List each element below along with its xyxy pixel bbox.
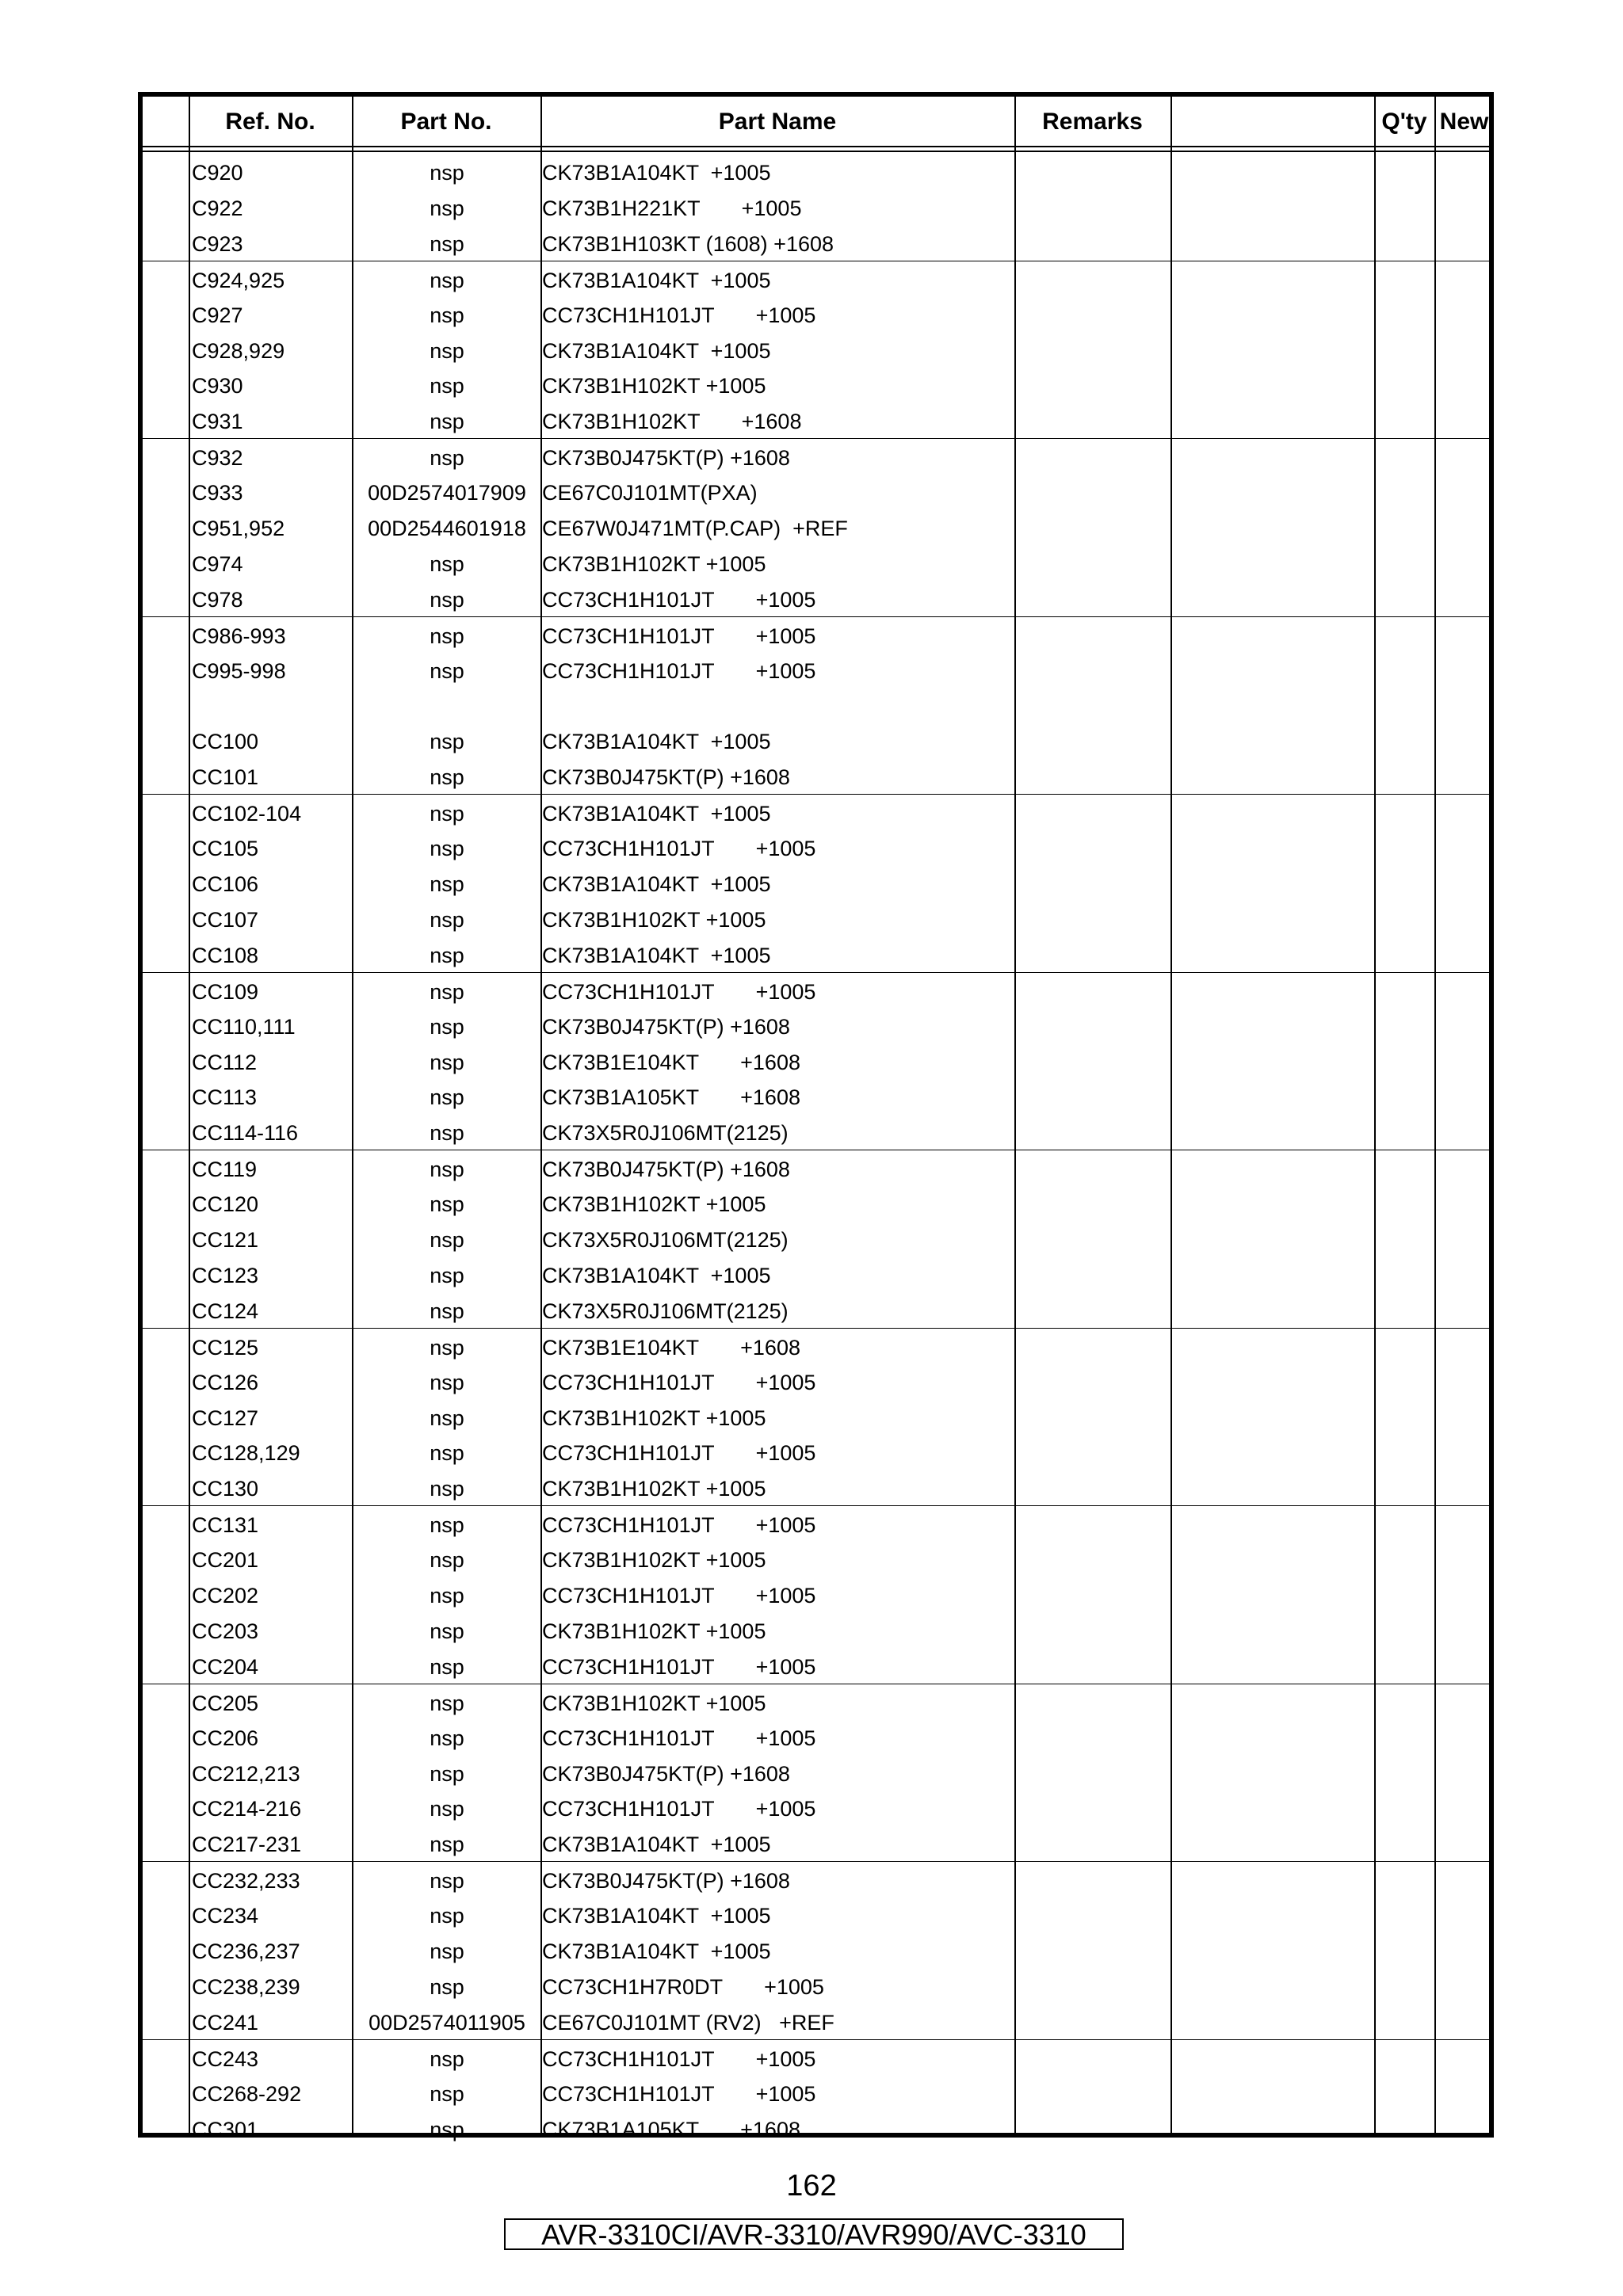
table-row bbox=[143, 1257, 1489, 1292]
ref-no-cell: CC121 bbox=[192, 1228, 259, 1252]
ref-no-cell: CC109 bbox=[192, 979, 259, 1004]
part-name-cell: CK73B1H102KT +1005 bbox=[542, 1192, 766, 1217]
table-row bbox=[143, 1541, 1489, 1577]
part-no-cell: nsp bbox=[430, 1761, 464, 1786]
table-row bbox=[143, 581, 1489, 616]
part-name-cell: CK73B1A104KT +1005 bbox=[542, 1939, 771, 1963]
parts-list-table bbox=[138, 92, 1494, 2142]
ref-no-cell: C974 bbox=[192, 551, 243, 576]
table-row bbox=[143, 1328, 1489, 1364]
part-name-cell: CC73CH1H101JT +1005 bbox=[542, 2046, 816, 2071]
part-name-cell: CK73B1H102KT +1005 bbox=[542, 907, 766, 932]
part-name-cell: CC73CH1H101JT +1005 bbox=[542, 1654, 816, 1679]
part-no-cell: nsp bbox=[430, 446, 464, 471]
table-row bbox=[143, 2111, 1489, 2146]
ref-no-cell: CC234 bbox=[192, 1904, 259, 1928]
part-no-cell: nsp bbox=[430, 1939, 464, 1963]
ref-no-cell: CC203 bbox=[192, 1619, 259, 1643]
table-row bbox=[143, 1043, 1489, 1079]
table-row bbox=[143, 936, 1489, 972]
header-rule bbox=[143, 151, 1489, 152]
table-row bbox=[143, 794, 1489, 830]
part-no-cell: nsp bbox=[430, 161, 464, 185]
part-no-cell: nsp bbox=[430, 1441, 464, 1466]
table-row bbox=[143, 1292, 1489, 1328]
table-row bbox=[143, 1363, 1489, 1399]
ref-no-cell: CC124 bbox=[192, 1299, 259, 1323]
ref-no-cell: CC268-292 bbox=[192, 2081, 302, 2106]
ref-no-cell: C928,929 bbox=[192, 338, 285, 363]
table-row bbox=[143, 1470, 1489, 1505]
table-row bbox=[143, 332, 1489, 368]
part-name-cell: CK73B1H102KT +1005 bbox=[542, 1691, 766, 1715]
table-row bbox=[143, 616, 1489, 653]
table-row bbox=[143, 1008, 1489, 1043]
table-row bbox=[143, 2004, 1489, 2039]
part-no-cell: nsp bbox=[430, 1869, 464, 1894]
part-name-cell: CK73B0J475KT(P) +1608 bbox=[542, 765, 790, 790]
ref-no-cell: CC106 bbox=[192, 872, 259, 896]
part-no-cell: nsp bbox=[430, 1654, 464, 1679]
part-name-cell: CK73X5R0J106MT(2125) bbox=[542, 1228, 789, 1252]
part-name-cell: CK73B1E104KT +1608 bbox=[542, 1335, 800, 1360]
part-no-cell: nsp bbox=[430, 1797, 464, 1821]
model-name-box: AVR-3310CI/AVR-3310/AVR990/AVC-3310 bbox=[504, 2218, 1124, 2250]
header-ref-no: Ref. No. bbox=[225, 109, 315, 135]
part-no-cell: nsp bbox=[430, 374, 464, 399]
part-no-cell: nsp bbox=[430, 730, 464, 754]
ref-no-cell: CC236,237 bbox=[192, 1939, 300, 1963]
table-row bbox=[143, 1505, 1489, 1542]
ref-no-cell: CC119 bbox=[192, 1158, 258, 1182]
part-name-cell: CK73B1H102KT +1005 bbox=[542, 551, 766, 576]
part-no-cell: nsp bbox=[430, 1974, 464, 1999]
table-row bbox=[143, 474, 1489, 509]
part-name-cell: CC73CH1H101JT +1005 bbox=[542, 1797, 816, 1821]
page-number: 162 bbox=[786, 2169, 837, 2203]
part-name-cell: CE67C0J101MT (RV2) +REF bbox=[542, 2010, 834, 2035]
ref-no-cell: C995-998 bbox=[192, 658, 286, 683]
part-name-cell: CC73CH1H101JT +1005 bbox=[542, 624, 816, 648]
part-name-cell: CE67W0J471MT(P.CAP) +REF bbox=[542, 517, 848, 540]
ref-no-cell: CC105 bbox=[192, 837, 259, 861]
table-row bbox=[143, 296, 1489, 332]
table-row bbox=[143, 1825, 1489, 1861]
ref-no-cell: CC131 bbox=[192, 1513, 259, 1538]
part-no-cell: nsp bbox=[430, 1904, 464, 1928]
part-no-cell: nsp bbox=[430, 196, 464, 220]
table-row bbox=[143, 1648, 1489, 1684]
part-name-cell: CC73CH1H101JT +1005 bbox=[542, 1726, 816, 1750]
table-row bbox=[143, 2075, 1489, 2111]
table-row bbox=[143, 261, 1489, 297]
part-name-cell: CK73B1H102KT +1005 bbox=[542, 374, 766, 399]
table-row bbox=[143, 1078, 1489, 1114]
table-row bbox=[143, 972, 1489, 1009]
part-no-cell: nsp bbox=[430, 943, 464, 967]
ref-no-cell: CC126 bbox=[192, 1370, 259, 1394]
table-row bbox=[143, 1399, 1489, 1435]
header-remarks: Remarks bbox=[1042, 109, 1143, 135]
part-name-cell: CK73B0J475KT(P) +1608 bbox=[542, 1761, 790, 1786]
part-name-cell: CC73CH1H101JT +1005 bbox=[542, 1441, 816, 1466]
part-no-cell: nsp bbox=[430, 1050, 464, 1074]
part-no-cell: nsp bbox=[430, 872, 464, 896]
part-no-cell: 00D2544601918 bbox=[368, 517, 526, 540]
ref-no-cell: CC204 bbox=[192, 1654, 259, 1679]
part-name-cell: CK73B1A104KT +1005 bbox=[542, 268, 771, 292]
ref-no-cell: CC120 bbox=[192, 1192, 259, 1217]
part-no-cell: nsp bbox=[430, 268, 464, 292]
ref-no-cell: CC102-104 bbox=[192, 802, 302, 826]
header-part-no: Part No. bbox=[400, 109, 492, 135]
ref-no-cell: CC243 bbox=[192, 2046, 259, 2071]
part-name-cell: CK73B0J475KT(P) +1608 bbox=[542, 1869, 790, 1894]
part-name-cell: CK73B1A104KT +1005 bbox=[542, 1904, 771, 1928]
part-name-cell: CK73B1A104KT +1005 bbox=[542, 943, 771, 967]
part-no-cell: nsp bbox=[430, 1085, 464, 1110]
ref-no-cell: C924,925 bbox=[192, 268, 285, 292]
table-row bbox=[143, 189, 1489, 225]
part-name-cell: CK73B1A104KT +1005 bbox=[542, 1833, 771, 1857]
part-name-cell: CK73B1H102KT +1005 bbox=[542, 1405, 766, 1430]
ref-no-cell: CC212,213 bbox=[192, 1761, 300, 1786]
part-no-cell: nsp bbox=[430, 1726, 464, 1750]
ref-no-cell: CC108 bbox=[192, 943, 259, 967]
ref-no-cell: CC232,233 bbox=[192, 1869, 300, 1894]
part-no-cell: nsp bbox=[430, 1370, 464, 1394]
ref-no-cell: C932 bbox=[192, 446, 243, 471]
part-no-cell: nsp bbox=[430, 658, 464, 683]
part-no-cell: nsp bbox=[430, 587, 464, 612]
table-row bbox=[143, 1612, 1489, 1648]
table-row bbox=[143, 1114, 1489, 1150]
table-row bbox=[143, 758, 1489, 794]
table-row bbox=[143, 1755, 1489, 1791]
part-name-cell: CK73B1H102KT +1005 bbox=[542, 1477, 766, 1501]
part-no-cell: nsp bbox=[430, 2081, 464, 2106]
table-row bbox=[143, 438, 1489, 475]
header-blank bbox=[1170, 97, 1374, 147]
part-no-cell: nsp bbox=[430, 1335, 464, 1360]
part-name-cell: CK73B1H102KT +1005 bbox=[542, 1548, 766, 1573]
part-no-cell: nsp bbox=[430, 1405, 464, 1430]
header-rule bbox=[143, 146, 1489, 147]
table-row bbox=[143, 1932, 1489, 1968]
ref-no-cell: CC130 bbox=[192, 1477, 259, 1501]
ref-no-cell: CC202 bbox=[192, 1584, 259, 1608]
part-name-cell: CK73B1A104KT +1005 bbox=[542, 338, 771, 363]
ref-no-cell: CC301 bbox=[192, 2117, 259, 2142]
table-header bbox=[143, 97, 1489, 147]
part-no-cell: nsp bbox=[430, 1833, 464, 1857]
part-name-cell: CC73CH1H101JT +1005 bbox=[542, 979, 816, 1004]
header-part-name: Part Name bbox=[718, 109, 837, 135]
part-name-cell: CK73X5R0J106MT(2125) bbox=[542, 1299, 789, 1323]
part-name-cell: CK73B1H102KT +1608 bbox=[542, 410, 802, 434]
part-name-cell: CC73CH1H101JT +1005 bbox=[542, 837, 816, 861]
part-no-cell bbox=[353, 688, 540, 723]
part-no-cell: nsp bbox=[430, 1014, 464, 1039]
part-name-cell: CC73CH1H101JT +1005 bbox=[542, 587, 816, 612]
ref-no-cell: C922 bbox=[192, 196, 243, 220]
part-no-cell: nsp bbox=[430, 2117, 464, 2142]
part-no-cell: nsp bbox=[430, 1228, 464, 1252]
part-no-cell: nsp bbox=[430, 2046, 464, 2071]
part-no-cell: 00D2574011905 bbox=[369, 2010, 525, 2035]
part-no-cell: nsp bbox=[430, 802, 464, 826]
ref-no-cell: C978 bbox=[192, 587, 243, 612]
table-row bbox=[143, 1897, 1489, 1932]
part-no-cell: nsp bbox=[430, 231, 464, 256]
table-row bbox=[143, 402, 1489, 438]
table-row bbox=[143, 1861, 1489, 1897]
part-no-cell: nsp bbox=[430, 338, 464, 363]
part-name-cell: CK73B0J475KT(P) +1608 bbox=[542, 1014, 790, 1039]
part-no-cell: nsp bbox=[430, 551, 464, 576]
ref-no-cell: C927 bbox=[192, 303, 243, 327]
ref-no-cell: C933 bbox=[192, 481, 243, 505]
table-row bbox=[143, 1719, 1489, 1755]
part-no-cell: nsp bbox=[430, 837, 464, 861]
part-no-cell: nsp bbox=[430, 979, 464, 1004]
ref-no-cell: CC205 bbox=[192, 1691, 259, 1715]
ref-no-cell: CC127 bbox=[192, 1405, 259, 1430]
ref-no-cell: CC241 bbox=[192, 2010, 259, 2035]
table-row bbox=[143, 1968, 1489, 2004]
part-name-cell: CK73X5R0J106MT(2125) bbox=[542, 1121, 789, 1146]
part-no-cell: nsp bbox=[430, 303, 464, 327]
part-no-cell: nsp bbox=[430, 1121, 464, 1146]
part-no-cell: nsp bbox=[430, 1263, 464, 1287]
part-no-cell: nsp bbox=[430, 1192, 464, 1217]
ref-no-cell: C951,952 bbox=[192, 517, 285, 540]
part-name-cell: CC73CH1H7R0DT +1005 bbox=[542, 1974, 824, 1999]
part-no-cell: nsp bbox=[430, 1158, 464, 1182]
part-no-cell: nsp bbox=[430, 1619, 464, 1643]
part-name-cell: CK73B1A104KT +1005 bbox=[542, 802, 771, 826]
part-name-cell: CK73B1A104KT +1005 bbox=[542, 872, 771, 896]
part-name-cell: CC73CH1H101JT +1005 bbox=[542, 1584, 816, 1608]
table-row bbox=[143, 1790, 1489, 1825]
table-row bbox=[143, 1684, 1489, 1720]
table-row bbox=[143, 2039, 1489, 2076]
ref-no-cell: CC125 bbox=[192, 1335, 259, 1360]
part-no-cell: nsp bbox=[430, 1299, 464, 1323]
part-name-cell: CK73B1H103KT (1608) +1608 bbox=[542, 231, 834, 256]
part-name-cell: CK73B1E104KT +1608 bbox=[542, 1050, 800, 1074]
ref-no-cell: C930 bbox=[192, 374, 243, 399]
ref-no-cell: CC101 bbox=[192, 765, 259, 790]
table-row bbox=[143, 1221, 1489, 1257]
ref-no-cell: C923 bbox=[192, 231, 243, 256]
table-row bbox=[143, 1434, 1489, 1470]
ref-no-cell: CC114-116 bbox=[192, 1121, 299, 1146]
table-row bbox=[143, 1150, 1489, 1186]
table-row bbox=[143, 154, 1489, 189]
ref-no-cell: CC113 bbox=[192, 1085, 258, 1110]
part-name-cell: CC73CH1H101JT +1005 bbox=[542, 1370, 816, 1394]
part-name-cell: CK73B1A105KT +1608 bbox=[542, 2117, 800, 2142]
ref-no-cell: CC123 bbox=[192, 1263, 259, 1287]
table-row bbox=[143, 509, 1489, 545]
part-name-cell: CK73B0J475KT(P) +1608 bbox=[542, 1158, 790, 1182]
part-no-cell: nsp bbox=[430, 1548, 464, 1573]
header-new: New bbox=[1439, 109, 1489, 135]
ref-no-cell: C920 bbox=[192, 161, 243, 185]
part-no-cell: nsp bbox=[430, 1691, 464, 1715]
part-no-cell: nsp bbox=[430, 1584, 464, 1608]
part-name-cell: CC73CH1H101JT +1005 bbox=[542, 658, 816, 683]
part-no-cell: nsp bbox=[430, 624, 464, 648]
table-row bbox=[143, 1577, 1489, 1612]
ref-no-cell: CC110,111 bbox=[192, 1014, 296, 1039]
ref-no-cell: CC100 bbox=[192, 730, 259, 754]
part-name-cell: CE67C0J101MT(PXA) bbox=[542, 481, 758, 505]
ref-no-cell: C931 bbox=[192, 410, 243, 434]
table-row bbox=[143, 723, 1489, 758]
part-no-cell: nsp bbox=[430, 410, 464, 434]
table-row bbox=[143, 367, 1489, 402]
part-name-cell: CK73B1A104KT +1005 bbox=[542, 161, 771, 185]
ref-no-cell: CC128,129 bbox=[192, 1441, 300, 1466]
table-row bbox=[143, 1185, 1489, 1221]
part-no-cell: 00D2574017909 bbox=[368, 481, 526, 505]
ref-no-cell: CC214-216 bbox=[192, 1797, 302, 1821]
table-row bbox=[143, 225, 1489, 261]
table-row bbox=[143, 865, 1489, 901]
part-name-cell: CC73CH1H101JT +1005 bbox=[542, 303, 816, 327]
part-no-cell: nsp bbox=[430, 765, 464, 790]
part-no-cell: nsp bbox=[430, 907, 464, 932]
part-name-cell: CK73B1H221KT +1005 bbox=[542, 196, 802, 220]
part-no-cell: nsp bbox=[430, 1513, 464, 1538]
ref-no-cell: CC238,239 bbox=[192, 1974, 300, 1999]
table-row bbox=[143, 901, 1489, 936]
part-name-cell: CC73CH1H101JT +1005 bbox=[542, 1513, 816, 1538]
part-name-cell: CK73B1A105KT +1608 bbox=[542, 1085, 800, 1110]
part-name-cell: CK73B0J475KT(P) +1608 bbox=[542, 446, 790, 471]
ref-no-cell: CC217-231 bbox=[192, 1833, 302, 1857]
ref-no-cell: CC201 bbox=[192, 1548, 259, 1573]
part-name-cell: CK73B1A104KT +1005 bbox=[542, 1263, 771, 1287]
ref-no-cell: C986-993 bbox=[192, 624, 286, 648]
ref-no-cell: CC107 bbox=[192, 907, 259, 932]
part-no-cell: nsp bbox=[430, 1477, 464, 1501]
part-name-cell: CK73B1H102KT +1005 bbox=[542, 1619, 766, 1643]
table-row bbox=[143, 652, 1489, 688]
ref-no-cell: CC112 bbox=[192, 1050, 258, 1074]
part-name-cell: CC73CH1H101JT +1005 bbox=[542, 2081, 816, 2106]
part-name-cell: CK73B1A104KT +1005 bbox=[542, 730, 771, 754]
table-row bbox=[143, 545, 1489, 581]
ref-no-cell: CC206 bbox=[192, 1726, 259, 1750]
table-row bbox=[143, 688, 1489, 723]
table-row bbox=[143, 830, 1489, 865]
header-qty: Q'ty bbox=[1381, 109, 1427, 135]
